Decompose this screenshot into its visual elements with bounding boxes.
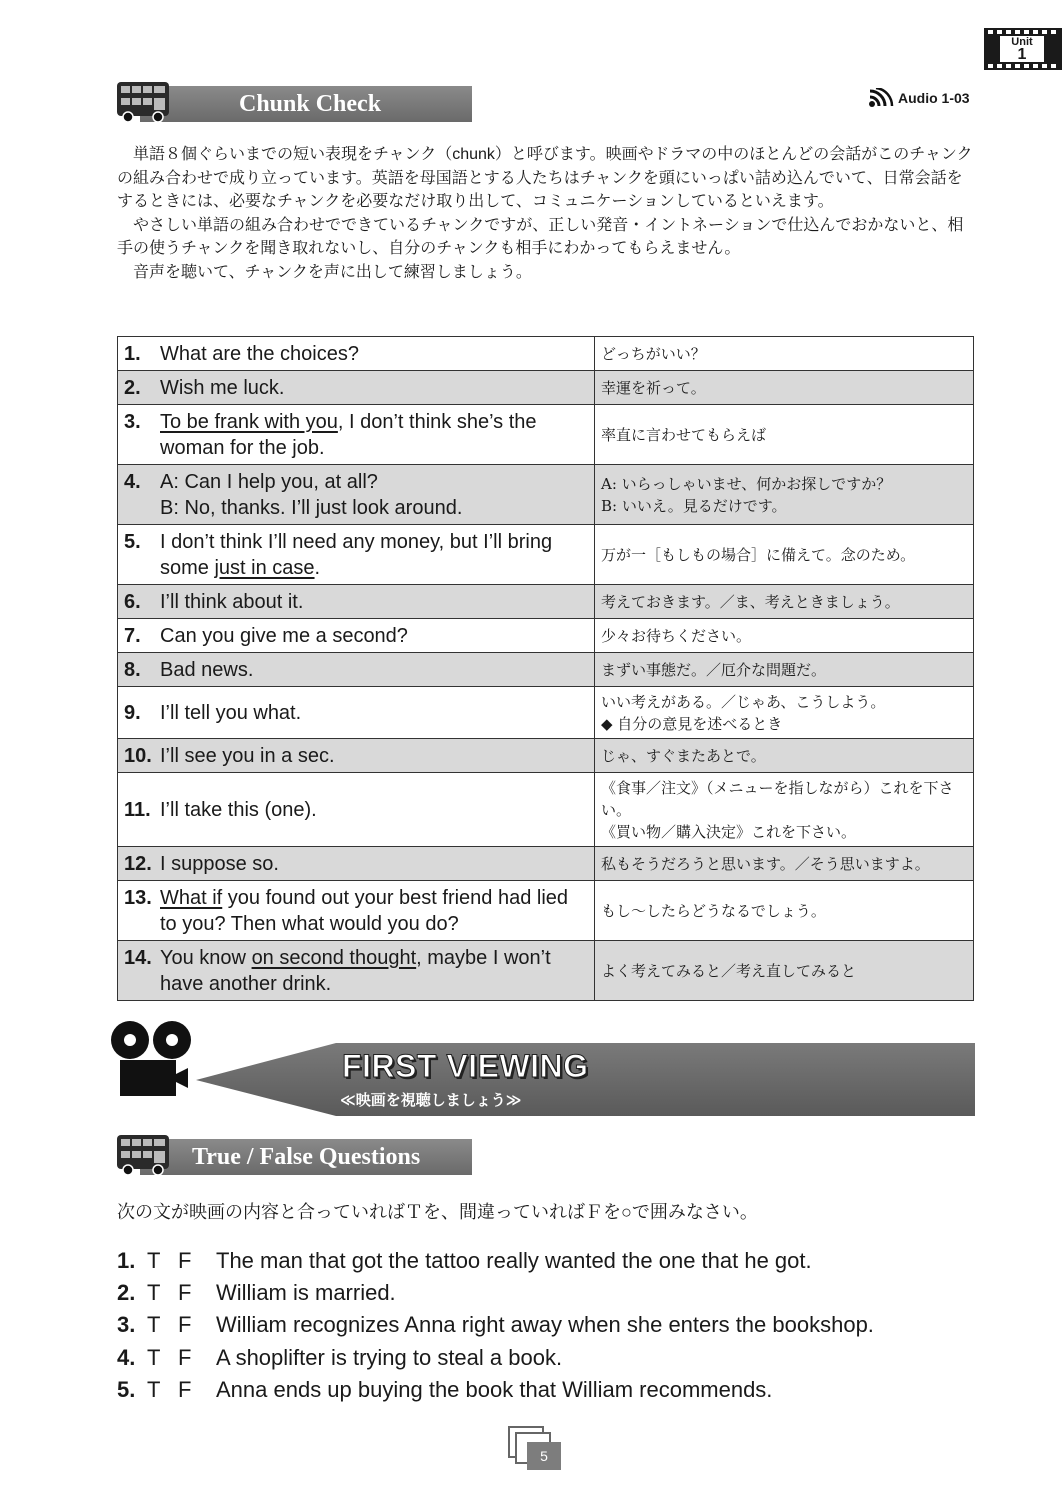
chunk-english-cell (118, 371, 595, 405)
table-row (118, 371, 974, 405)
question-text: Anna ends up buying the book that William recommends. (216, 1376, 773, 1402)
chunk-english-cell (118, 405, 595, 465)
question-text: A shoplifter is trying to steal a book. (216, 1344, 563, 1370)
table-row (118, 405, 974, 465)
chunk-japanese-cell (595, 881, 974, 941)
chunk-japanese: まずい事態だ。／厄介な問題だ。 (601, 660, 827, 679)
chunk-english (160, 375, 590, 401)
table-row (118, 465, 974, 525)
question-text: William is married. (216, 1280, 396, 1306)
chunk-text: you found out your best friend had lied to you? Then what would you do? (160, 886, 569, 935)
chunk-check-banner (140, 86, 472, 122)
chunk-japanese: 率直に言わせてもらえば (601, 425, 767, 444)
question-number: 4. (117, 1344, 136, 1370)
question-number: 5. (117, 1376, 136, 1402)
chunk-japanese: ◆ 自分の意見を述べるとき (601, 714, 783, 733)
chunk-number: 5. (124, 530, 141, 553)
bus-icon (114, 1131, 172, 1177)
intro-paragraph: やさしい単語の組み合わせでできているチャンクですが、正しい発音・イントネーションで仕込んでおかないと、相手の使うチャンクを聞き取れないし、自分のチャンクも相手にわかってもらえません。 (117, 216, 964, 257)
chunk-text: You know (160, 946, 252, 969)
chunk-text: A: Can I help you, at all? (160, 470, 378, 493)
table-row (118, 653, 974, 687)
chunk-japanese-cell (595, 337, 974, 371)
chunk-number: 6. (124, 590, 141, 613)
true-option[interactable]: T (147, 1248, 161, 1274)
chunk-english (160, 700, 590, 726)
chunk-text: Can you give me a second? (160, 624, 408, 647)
chunk-english-cell (118, 337, 595, 371)
list-item (117, 1277, 997, 1309)
chunk-japanese: 万が一［もしもの場合］に備えて。念のため。 (601, 545, 916, 564)
true-option[interactable]: T (147, 1376, 161, 1402)
question-text: William recognizes Anna right away when she enters the bookshop. (216, 1312, 874, 1338)
table-row (118, 585, 974, 619)
chunk-text: Wish me luck. (160, 376, 285, 399)
chunk-english (160, 743, 590, 769)
chunk-japanese-cell (595, 739, 974, 773)
chunk-highlight: just in case (214, 556, 315, 579)
audio-icon (868, 88, 894, 108)
chunk-japanese: 少々お待ちください。 (601, 626, 752, 645)
chunk-japanese-cell (595, 941, 974, 1001)
chunk-highlight: To be frank with you (160, 410, 338, 433)
table-row (118, 847, 974, 881)
false-option[interactable]: F (178, 1376, 192, 1402)
false-option[interactable]: F (178, 1312, 192, 1338)
film-strip-icon (988, 30, 1058, 34)
question-number: 2. (117, 1280, 136, 1306)
true-false-title: True / False Questions (192, 1144, 421, 1170)
chunk-highlight: What if (160, 886, 223, 909)
list-item (117, 1342, 997, 1374)
chunk-english (160, 529, 590, 581)
chunk-english (160, 797, 590, 823)
chunk-japanese-cell (595, 465, 974, 525)
table-row (118, 619, 974, 653)
intro-text (117, 143, 977, 284)
chunk-japanese: どっちがいい？ (601, 344, 706, 363)
chunk-english-cell (118, 687, 595, 739)
question-text: The man that got the tattoo really wanted the one that he got. (216, 1248, 812, 1274)
chunk-japanese: A: いらっしゃいませ、何かお探しですか？ (601, 474, 892, 493)
audio-reference[interactable] (868, 88, 970, 108)
chunk-japanese: 私もそうだろうと思います。／そう思いますよ。 (601, 854, 930, 873)
chunk-english-cell (118, 585, 595, 619)
chunk-text: , I don’t think she’s the woman for the job. (160, 410, 537, 459)
unit-label: Unit (1011, 36, 1033, 48)
chunk-english (160, 469, 590, 521)
chunk-english (160, 341, 590, 367)
chunk-text: I’ll tell you what. (160, 701, 302, 724)
true-option[interactable]: T (147, 1280, 161, 1306)
chunk-japanese: B: いいえ。見るだけです。 (601, 496, 787, 515)
chunk-text: . (314, 556, 321, 579)
table-row (118, 687, 974, 739)
chunk-english-cell (118, 465, 595, 525)
chunk-number: 14. (124, 946, 152, 969)
first-viewing-title: FIRST VIEWING (342, 1048, 589, 1084)
chunk-text: Bad news. (160, 658, 254, 681)
table-row (118, 773, 974, 847)
chunk-text: I don’t think I’ll need any money, but I’ll bring some (160, 530, 553, 579)
chunk-highlight: on second thought (251, 946, 417, 969)
false-option[interactable]: F (178, 1280, 192, 1306)
intro-paragraph: 単語８個ぐらいまでの短い表現をチャンク（chunk）と呼びます。映画やドラマの中のほとんどの会話がこのチャンクの組み合わせで成り立っています。英語を母国語とする人たちはチャンクを頭にいっぱい詰め込んでいて、日常会話をするときには、必要なチャンクを必要なだけ取り出して、コミュニケーションしているといえます。 (117, 146, 973, 210)
chunk-number: 10. (124, 744, 152, 767)
chunk-english (160, 945, 590, 997)
chunk-text: B: No, thanks. I’ll just look around. (160, 496, 463, 519)
chunk-japanese: じゃ、すぐまたあとで。 (601, 746, 766, 765)
chunk-text: I’ll think about it. (160, 590, 304, 613)
question-number: 1. (117, 1248, 136, 1274)
true-false-banner (140, 1139, 472, 1175)
chunk-english (160, 885, 590, 937)
chunk-number: 1. (124, 342, 141, 365)
unit-badge (984, 28, 1062, 70)
chunk-text: I suppose so. (160, 852, 279, 875)
chunk-english-cell (118, 525, 595, 585)
chunk-japanese: 《買い物／購入決定》これを下さい。 (601, 822, 857, 841)
chunk-number: 2. (124, 376, 141, 399)
chunk-japanese-cell (595, 405, 974, 465)
true-false-instruction: 次の文が映画の内容と合っていればＴを、間違っていればＦを○で囲みなさい。 (117, 1202, 758, 1222)
intro-paragraph: 音声を聴いて、チャンクを声に出して練習しましょう。 (133, 263, 532, 281)
chunk-japanese: もし～したらどうなるでしょう。 (601, 901, 826, 920)
chunk-japanese-cell (595, 619, 974, 653)
chunk-english-cell (118, 941, 595, 1001)
chunk-number: 7. (124, 624, 141, 647)
chunk-japanese-cell (595, 525, 974, 585)
chunk-number: 8. (124, 658, 141, 681)
table-row (118, 337, 974, 371)
chunk-text: I’ll take this (one). (160, 798, 317, 821)
chunk-english-cell (118, 881, 595, 941)
list-item (117, 1374, 997, 1406)
chunk-text: What are the choices? (160, 342, 359, 365)
chunk-japanese: よく考えてみると／考え直してみると (601, 961, 857, 980)
list-item (117, 1245, 997, 1277)
chunk-english-cell (118, 773, 595, 847)
movie-camera-icon (108, 1018, 204, 1100)
page-number: 5 (527, 1442, 561, 1470)
chunk-english-cell (118, 739, 595, 773)
chunk-english-cell (118, 653, 595, 687)
chunk-english (160, 657, 590, 683)
chunk-english-cell (118, 847, 595, 881)
false-option[interactable]: F (178, 1344, 192, 1370)
chunk-text: , maybe I won’t have another drink. (160, 946, 551, 995)
chunk-japanese-cell (595, 653, 974, 687)
true-option[interactable]: T (147, 1312, 161, 1338)
chunk-number: 12. (124, 852, 152, 875)
chunk-number: 13. (124, 886, 152, 909)
chunk-number: 3. (124, 410, 141, 433)
chunk-japanese-cell (595, 687, 974, 739)
chunk-number: 4. (124, 470, 141, 493)
chunk-japanese-cell (595, 371, 974, 405)
chunk-english (160, 589, 590, 615)
chunk-japanese: 幸運を祈って。 (601, 378, 706, 397)
chunk-number: 9. (124, 701, 141, 724)
chunk-english (160, 623, 590, 649)
table-row (118, 525, 974, 585)
table-row (118, 941, 974, 1001)
first-viewing-subtitle: ≪映画を視聴しましょう≫ (340, 1092, 522, 1109)
chunk-english (160, 409, 590, 461)
chunk-japanese-cell (595, 847, 974, 881)
chunk-check-title: Chunk Check (239, 91, 382, 117)
unit-number: 1 (1017, 46, 1027, 63)
chunk-table (117, 336, 974, 1001)
true-false-list (117, 1245, 997, 1406)
chunk-english (160, 851, 590, 877)
question-number: 3. (117, 1312, 136, 1338)
chunk-text: I’ll see you in a sec. (160, 744, 335, 767)
chunk-japanese: いい考えがある。／じゃあ、こうしよう。 (601, 692, 886, 711)
chunk-number: 11. (124, 798, 151, 821)
chunk-japanese: 《食事／注文》（メニューを指しながら）これを下さい。 (601, 778, 954, 819)
true-option[interactable]: T (147, 1344, 161, 1370)
table-row (118, 739, 974, 773)
table-row (118, 881, 974, 941)
audio-label: Audio 1-03 (898, 90, 970, 106)
chunk-english-cell (118, 619, 595, 653)
chunk-japanese: 考えておきます。／ま、考えときましょう。 (601, 592, 900, 611)
chunk-japanese-cell (595, 585, 974, 619)
false-option[interactable]: F (178, 1248, 192, 1274)
bus-icon (114, 78, 172, 124)
chunk-japanese-cell (595, 773, 974, 847)
list-item (117, 1309, 997, 1341)
